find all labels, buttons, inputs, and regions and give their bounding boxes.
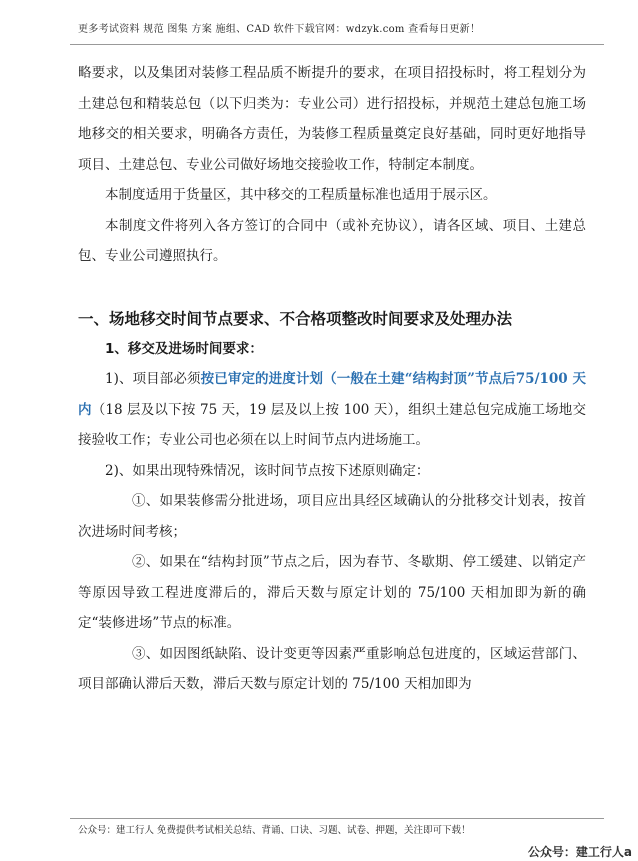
item-1-highlight: 按已审定的进度计划（一般在土建“结构封顶”节点后75/100 天内 [78, 371, 586, 418]
sub-item-2: ②、如果在“结构封顶”节点之后，因为春节、冬歇期、停工缓建、以销定产等原因导致工程进度滞后的，滞后天数与原定计划的 75/100 天相加即为新的确定“装修进场”节点的标准。 [78, 554, 586, 631]
sub-item-1: ①、如果装修需分批进场，项目应出具经区域确认的分批移交计划表，按首次进场时间考核； [78, 493, 586, 540]
item-1 [78, 364, 586, 456]
watermark: 公众号：建工行人a [527, 845, 632, 859]
header-note: 更多考试资料 规范 图集 方案 施组、CAD 软件下载官网：wdzyk.com 查看每日更新！ [78, 24, 481, 35]
item-2: 2)、如果出现特殊情况，该时间节点按下述原则确定： [105, 462, 430, 479]
section-heading: 一、场地移交时间节点要求、不合格项整改时间要求及处理办法 [78, 309, 513, 328]
footer-note: 公众号：建工行人 免费提供考试相关总结、背诵、口诀、习题、试卷、押题，关注即可下载！ [78, 825, 471, 836]
paragraph-intro: 略要求，以及集团对装修工程品质不断提升的要求，在项目招投标时，将工程划分为土建总包和精装总包（以下归类为：专业公司）进行招投标，并规范土建总包施工场地移交的相关要求，明确各方责任，为装修工程质量奠定良好基础，同时更好地指导项目、土建总包、专业公司做好场地交接验收工作，特制定本制度。 [78, 65, 586, 173]
document-body [78, 58, 586, 700]
paragraph-scope: 本制度适用于货量区，其中移交的工程质量标准也适用于展示区。 [105, 187, 497, 203]
subsection-heading: 1、移交及进场时间要求： [105, 340, 263, 357]
item-1-rest: （18 层及以下按 75 天，19 层及以上按 100 天），组织土建总包完成施工场地交接验收工作；专业公司也必须在以上时间节点内进场施工。 [78, 401, 586, 448]
item-1-prefix: 1)、项目部必须 [105, 371, 201, 387]
header-divider [70, 44, 604, 45]
paragraph-contract: 本制度文件将列入各方签订的合同中（或补充协议），请各区域、项目、土建总包、专业公司遵照执行。 [78, 217, 586, 264]
sub-item-3: ③、如因图纸缺陷、设计变更等因素严重影响总包进度的，区域运营部门、项目部确认滞后天数，滞后天数与原定计划的 75/100 天相加即为 [78, 645, 586, 692]
footer-divider [70, 818, 604, 819]
